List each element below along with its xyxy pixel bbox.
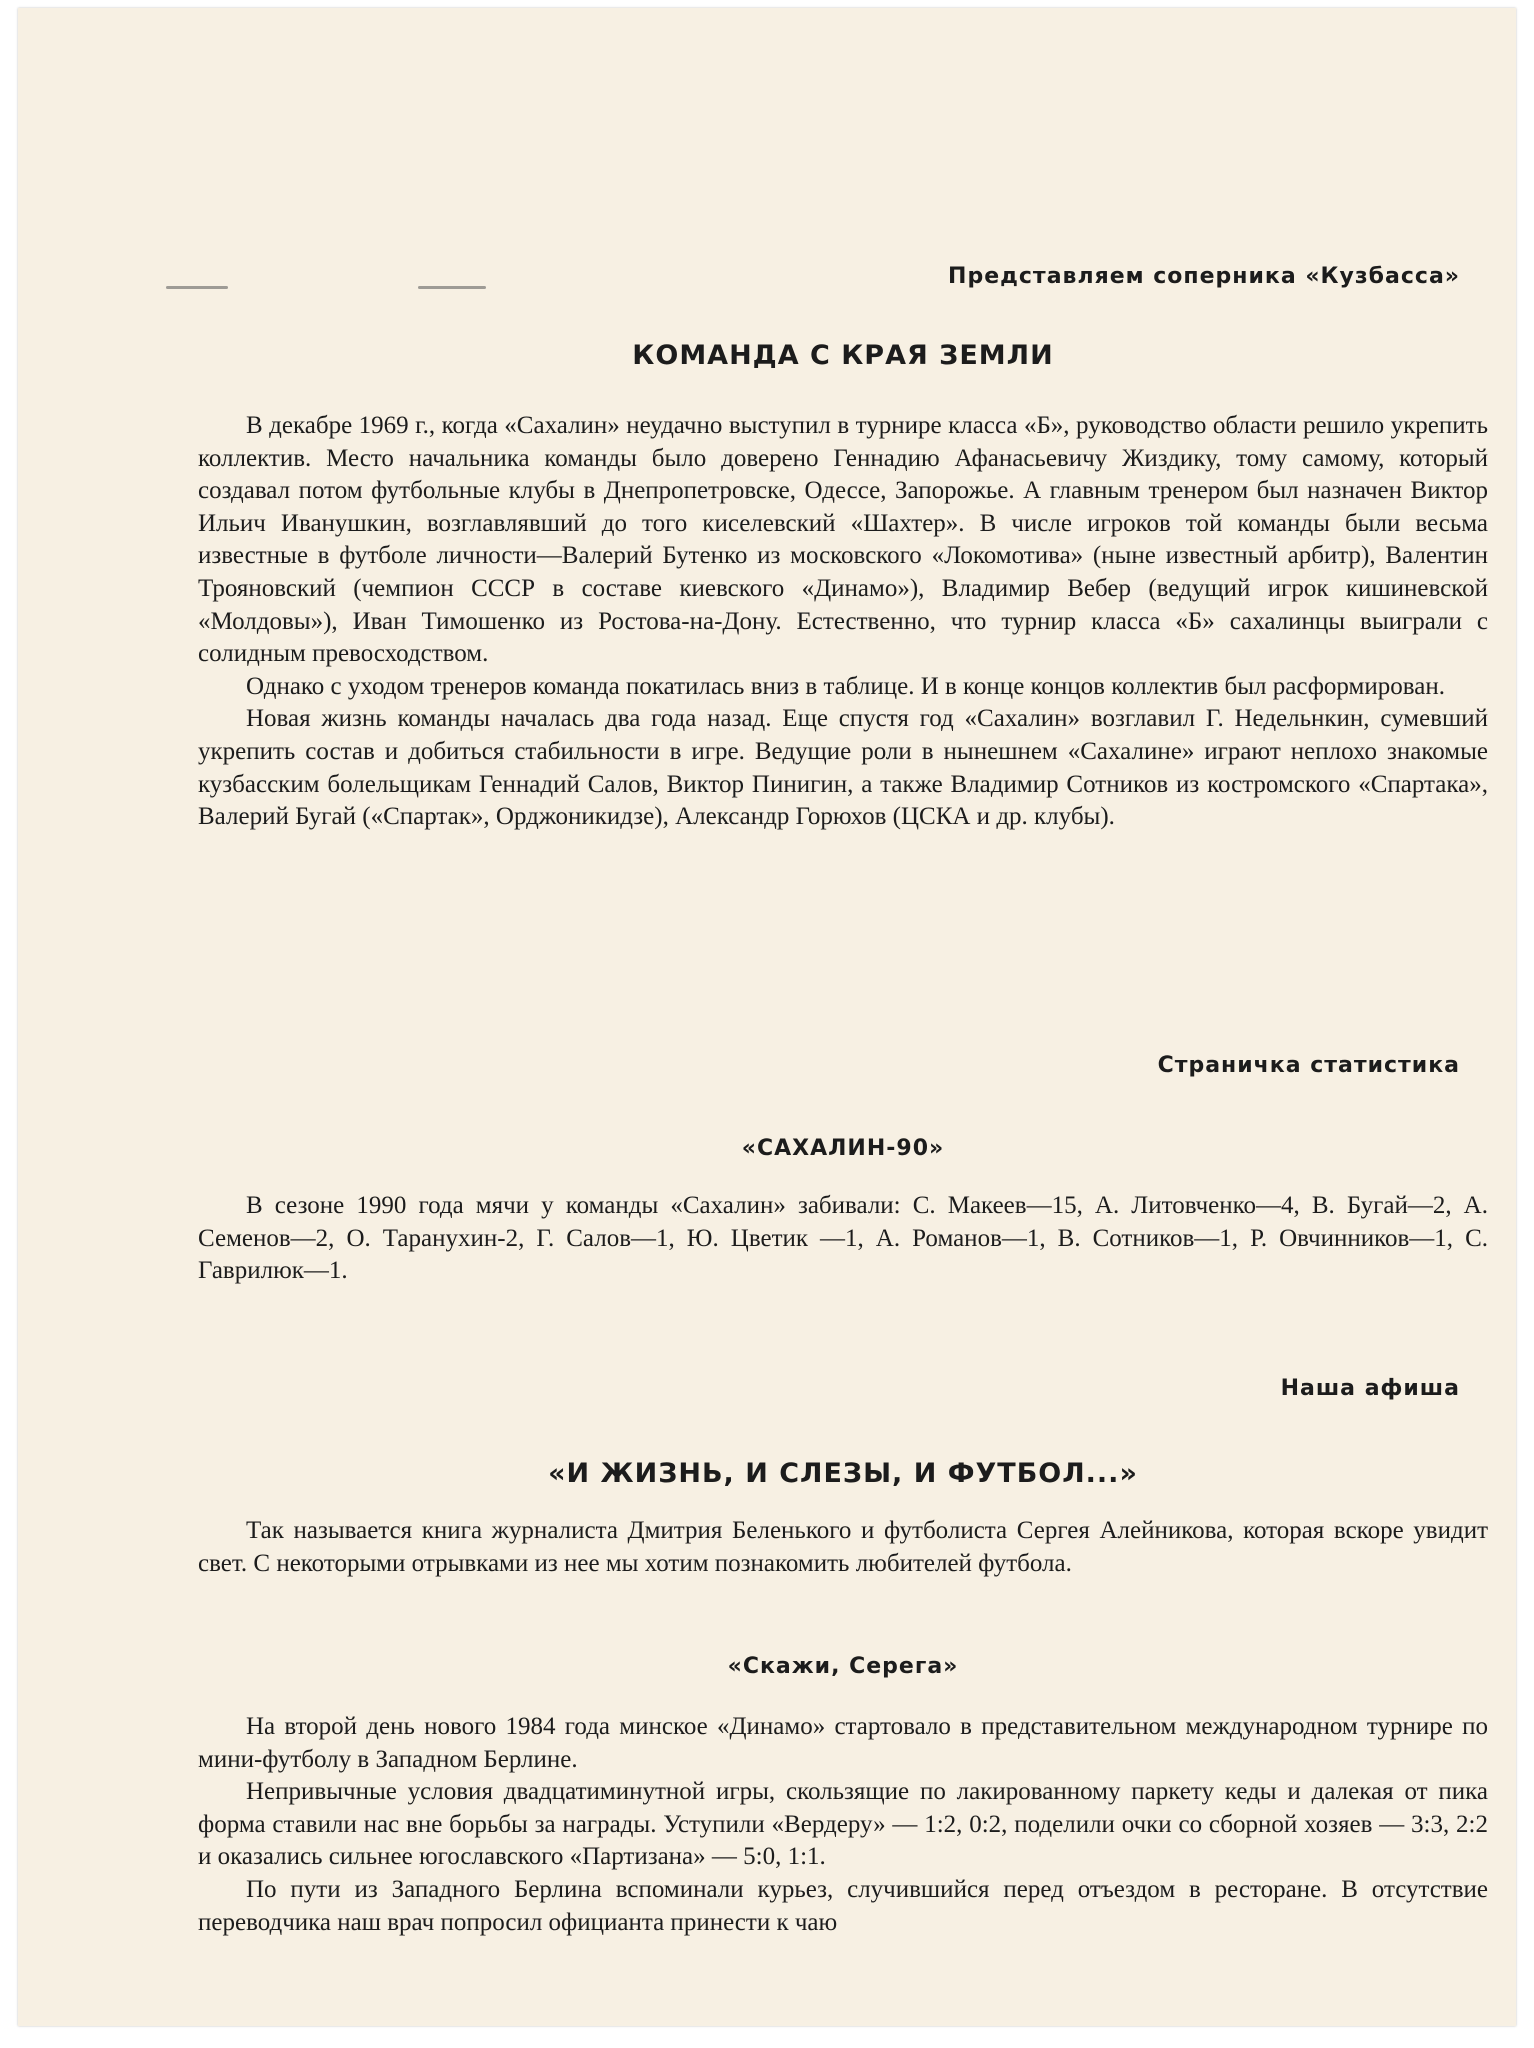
excerpt-body <box>198 1711 1488 1939</box>
print-smudge <box>166 286 228 289</box>
paragraph: По пути из Западного Берлина вспоминали курьез, случившийся перед отъездом в ресторане. В отсутствие переводчика наш врач попросил официанта принести к чаю <box>198 1875 1488 1936</box>
rubric-poster: Наша афиша <box>1280 1376 1460 1401</box>
newspaper-page <box>18 8 1516 2026</box>
paragraph: Однако с уходом тренеров команда покатилась вниз в таблице. И в конце концов коллектив был расформирован. <box>246 672 1445 700</box>
excerpt-title: «Скажи, Серега» <box>727 1654 959 1679</box>
paragraph: В декабре 1969 г., когда «Сахалин» неудачно выступил в турнире класса «Б», руководство области решило укрепить коллектив. Место начальника команды было доверено Геннадию Афанасьевичу Жиздику, тому самому, который создавал потом футбольные клубы в Днепропетровске, Одессе, Запорожье. А главным тренером был назначен Виктор Ильич Иванушкин, возглавлявший до того киселевский «Шахтер». В числе игроков той команды были весьма известные в футболе личности—Валерий Бутенко из московского «Локомотива» (ныне известный арбитр), Валентин Трояновский (чемпион СССР в составе киевского «Динамо»), Владимир Вебер (ведущий игрок кишиневской «Молдовы»), Иван Тимошенко из Ростова-на-Дону. Естественно, что турнир класса «Б» сахалинцы выиграли с солидным превосходством. <box>198 412 1488 668</box>
paragraph: Новая жизнь команды началась два года назад. Еще спустя год «Сахалин» возглавил Г. Недельнкин, сумевший укрепить состав и добиться стабильности в игре. Ведущие роли в нынешнем «Сахалине» играют неплохо знакомые кузбасским болельщикам Геннадий Салов, Виктор Пинигин, а также Владимир Сотников из костромского «Спартака», Валерий Бугай («Спартак», Орджоникидзе), Александр Горюхов (ЦСКА и др. клубы). <box>198 705 1488 831</box>
article-body-scorers <box>198 1190 1488 1288</box>
article-body-team <box>198 410 1488 834</box>
paragraph: В сезоне 1990 года мячи у команды «Сахалин» забивали: С. Макеев—15, А. Литовченко—4, В. Бугай—2, А. Семенов—2, О. Таранухин-2, Г. Салов—1, Ю. Цветик —1, А. Романов—1, В. Сотников—1, Р. Овчинников—1, С. Гаврилюк—1. <box>198 1192 1488 1285</box>
article-title-book: «И ЖИЗНЬ, И СЛЕЗЫ, И ФУТБОЛ...» <box>548 1458 1138 1489</box>
paragraph: Так называется книга журналиста Дмитрия Беленького и футболиста Сергея Алейникова, которая вскоре увидит свет. С некоторыми отрывками из нее мы хотим познакомить любителей футбола. <box>198 1517 1488 1577</box>
article-title-team: КОМАНДА С КРАЯ ЗЕМЛИ <box>632 340 1054 371</box>
rubric-opponent: Представляем соперника «Кузбасса» <box>948 264 1460 289</box>
rubric-statistics: Страничка статистика <box>1157 1053 1460 1078</box>
print-smudge <box>418 286 486 289</box>
article-title-sakhalin-90: «САХАЛИН-90» <box>741 1136 945 1161</box>
paragraph: На второй день нового 1984 года минское «Динамо» стартовало в представительном международном турнире по мини-футболу в Западном Берлине. <box>198 1713 1488 1773</box>
paragraph: Непривычные условия двадцатиминутной игры, скользящие по лакированному паркету кеды и далекая от пика форма ставили нас вне борьбы за награды. Уступили «Вердеру» — 1:2, 0:2, поделили очки со сборной хозяев — 3:3, 2:2 и оказались сильнее югославского «Партизана» — 5:0, 1:1. <box>198 1778 1488 1871</box>
article-intro-book <box>198 1515 1488 1580</box>
